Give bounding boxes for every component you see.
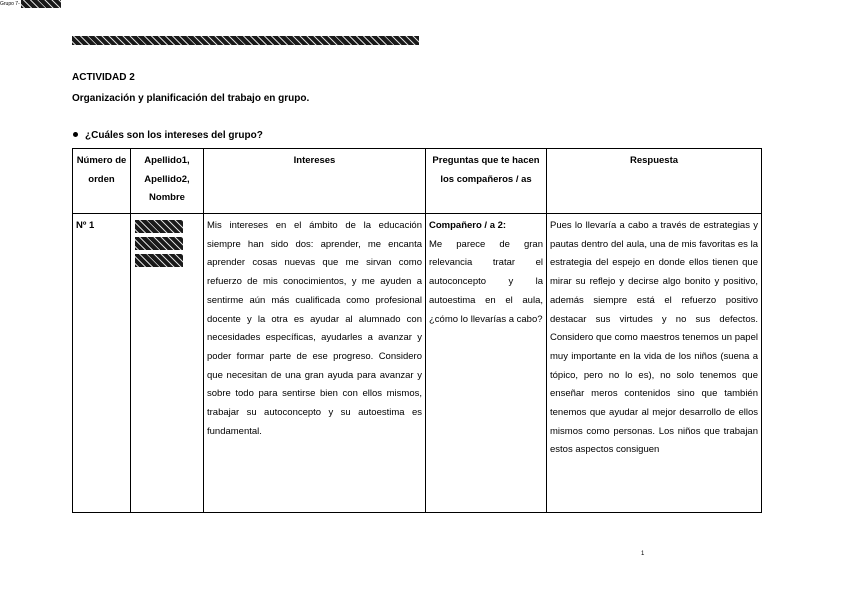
header-questions: Preguntas que te hacen los compañeros / as: [426, 149, 547, 214]
header-answer: Respuesta: [547, 149, 762, 214]
group-label-text: Grupo 7-: [0, 0, 20, 7]
redacted-group-name: [21, 0, 61, 8]
header-names: Apellido1, Apellido2, Nombre: [131, 149, 204, 214]
redacted-surname-2: [135, 237, 183, 250]
table-row: [73, 214, 762, 513]
question-label: Compañero / a 2:: [429, 220, 507, 231]
interests-table: [72, 148, 762, 513]
table-header-row: [73, 149, 762, 214]
cell-order: Nº 1: [73, 214, 131, 513]
cell-interests: Mis intereses en el ámbito de la educación siempre han sido dos: aprender, me encanta aprender cosas nuevas que me sirvan como refuerzo de mis conocimientos, y me ayuden a sentirme aún más cualificada como profesional docente y la otra es ayudar al alumnado con necesidades específicas, ayudarles a avanzar y poder formar parte de ese progreso. Considero que necesitan de una gran ayuda para avanzar y sobre todo para sentirse bien con ellos mismos, trabajar su autoconcepto y su autoestima es fundamental.: [204, 214, 426, 513]
redacted-student-name: [72, 36, 419, 45]
activity-title: ACTIVIDAD 2: [72, 72, 135, 83]
header-interests: Intereses: [204, 149, 426, 214]
header-order: Número de orden: [73, 149, 131, 214]
group-label: [0, 0, 848, 8]
bullet-icon: [73, 132, 78, 137]
activity-subtitle: Organización y planificación del trabajo en grupo.: [72, 93, 310, 104]
cell-answer: Pues lo llevaría a cabo a través de estrategias y pautas dentro del aula, una de mis favoritas es la estrategia del espejo en donde ellos tienen que mirar su reflejo y decirse algo bonito y positivo, además siempre está el refuerzo positivo destacar sus virtudes y no sus defectos. Considero que como maestros tenemos un papel muy importante en la vida de los niños (suena a tópico, pero no lo es), no solo tenemos que enseñar meros contenidos sino que también tenemos que ayudar al mejor desarrollo de ellos mismos como personas. Los niños que trabajan estos aspectos consiguen: [547, 214, 762, 513]
redacted-surname-1: [135, 220, 183, 233]
section-question-text: ¿Cuáles son los intereses del grupo?: [85, 130, 263, 141]
cell-names: [131, 214, 204, 513]
question-text: Me parece de gran relevancia tratar el autoconcepto y la autoestima en el aula, ¿cómo lo llevarías a cabo?: [429, 238, 543, 325]
page-number: 1: [641, 551, 645, 557]
section-question: [73, 130, 263, 141]
redacted-first-name: [135, 254, 183, 267]
cell-questions: [426, 214, 547, 513]
